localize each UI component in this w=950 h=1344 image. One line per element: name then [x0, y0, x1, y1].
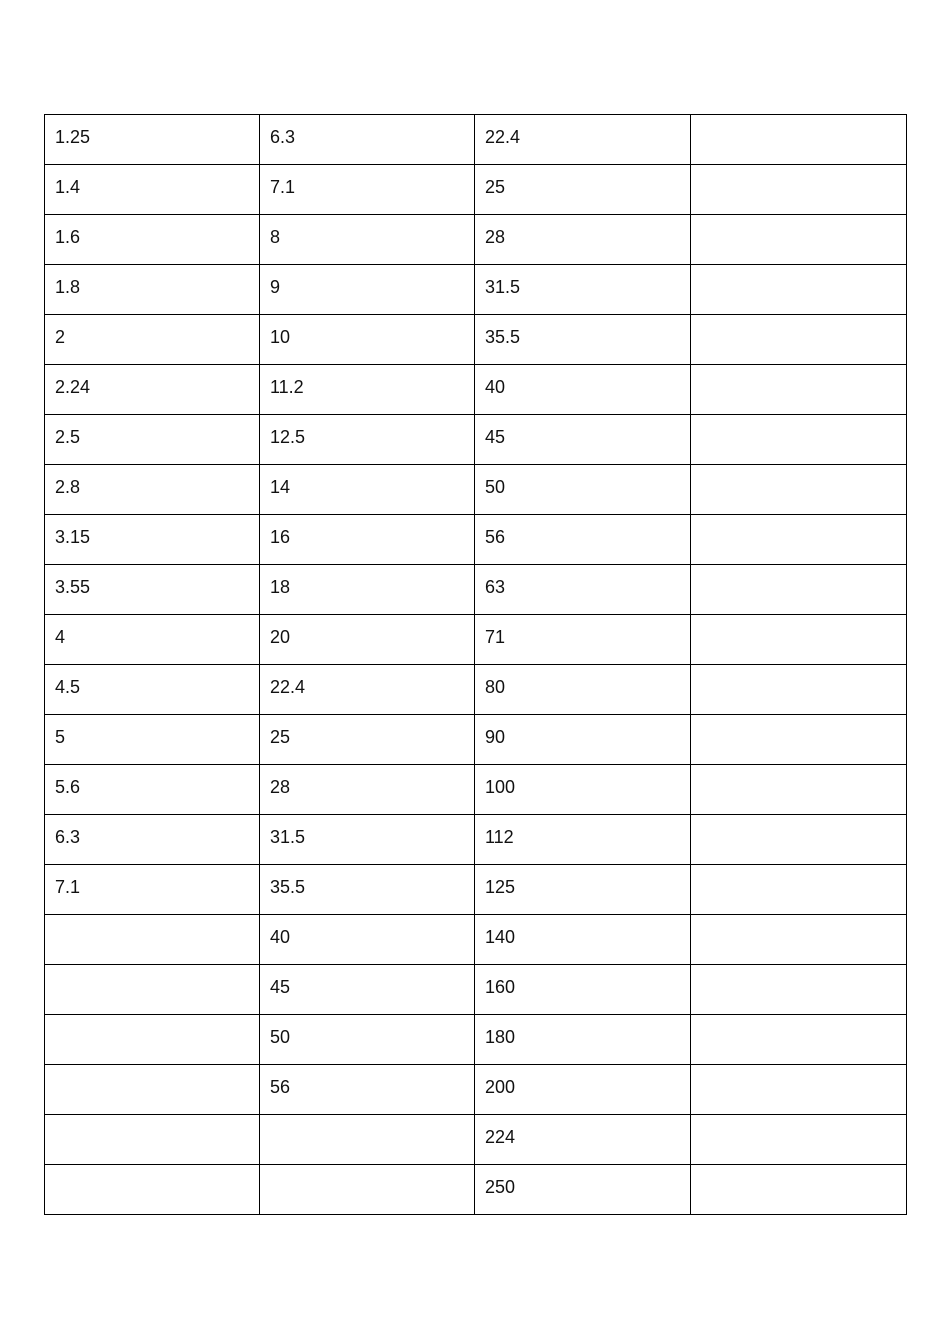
table-cell: 9: [260, 265, 475, 315]
table-row: [45, 315, 907, 365]
table-cell: 35.5: [475, 315, 691, 365]
table-cell: [260, 1165, 475, 1215]
table-cell: 112: [475, 815, 691, 865]
number-table: [44, 114, 907, 1215]
table-cell: [691, 115, 907, 165]
table-cell: 2.24: [45, 365, 260, 415]
table-cell: 40: [475, 365, 691, 415]
table-cell: [45, 1115, 260, 1165]
table-cell: 2.8: [45, 465, 260, 515]
table-cell: 50: [475, 465, 691, 515]
table-cell: [691, 815, 907, 865]
table-cell: [691, 215, 907, 265]
table-row: [45, 215, 907, 265]
table-row: [45, 1165, 907, 1215]
table-cell: 2: [45, 315, 260, 365]
table-cell: 140: [475, 915, 691, 965]
table-cell: 18: [260, 565, 475, 615]
table-cell: 56: [475, 515, 691, 565]
table-cell: 45: [475, 415, 691, 465]
table-cell: 50: [260, 1015, 475, 1065]
table-cell: [45, 915, 260, 965]
table-cell: [691, 665, 907, 715]
table-cell: 3.15: [45, 515, 260, 565]
table-cell: 250: [475, 1165, 691, 1215]
table-cell: 25: [475, 165, 691, 215]
table-cell: 1.6: [45, 215, 260, 265]
table-row: [45, 515, 907, 565]
table-cell: 180: [475, 1015, 691, 1065]
table-cell: 25: [260, 715, 475, 765]
table-row: [45, 865, 907, 915]
table-cell: 80: [475, 665, 691, 715]
table-cell: 12.5: [260, 415, 475, 465]
table-cell: [691, 965, 907, 1015]
table-cell: 5.6: [45, 765, 260, 815]
table-cell: 1.8: [45, 265, 260, 315]
table-row: [45, 1065, 907, 1115]
table-cell: [45, 1065, 260, 1115]
table-cell: 11.2: [260, 365, 475, 415]
table-body: [45, 115, 907, 1215]
table-cell: [691, 615, 907, 665]
table-cell: 200: [475, 1065, 691, 1115]
table-cell: [691, 265, 907, 315]
table-row: [45, 965, 907, 1015]
table-cell: [260, 1115, 475, 1165]
table-cell: 6.3: [45, 815, 260, 865]
table-cell: [691, 315, 907, 365]
table-cell: 90: [475, 715, 691, 765]
table-cell: [691, 165, 907, 215]
table-row: [45, 265, 907, 315]
table-cell: 160: [475, 965, 691, 1015]
table-cell: 7.1: [260, 165, 475, 215]
table-row: [45, 665, 907, 715]
table-cell: [45, 1015, 260, 1065]
table-cell: 2.5: [45, 415, 260, 465]
table-cell: [691, 915, 907, 965]
table-cell: [691, 1165, 907, 1215]
table-cell: 16: [260, 515, 475, 565]
table-cell: 6.3: [260, 115, 475, 165]
table-cell: 22.4: [260, 665, 475, 715]
table-cell: [691, 515, 907, 565]
table-cell: [691, 765, 907, 815]
table-cell: [691, 465, 907, 515]
table-cell: 4.5: [45, 665, 260, 715]
table-cell: 125: [475, 865, 691, 915]
table-cell: 31.5: [260, 815, 475, 865]
table-cell: 63: [475, 565, 691, 615]
table-cell: 31.5: [475, 265, 691, 315]
table-cell: [691, 715, 907, 765]
table-row: [45, 415, 907, 465]
table-cell: 1.4: [45, 165, 260, 215]
table-row: [45, 1015, 907, 1065]
table-cell: [691, 1015, 907, 1065]
table-cell: [691, 365, 907, 415]
table-cell: 100: [475, 765, 691, 815]
table-row: [45, 815, 907, 865]
table-cell: 56: [260, 1065, 475, 1115]
table-cell: 28: [475, 215, 691, 265]
table-cell: 5: [45, 715, 260, 765]
table-cell: [45, 965, 260, 1015]
table-cell: 224: [475, 1115, 691, 1165]
table-row: [45, 465, 907, 515]
table-cell: 1.25: [45, 115, 260, 165]
table-cell: [691, 1115, 907, 1165]
table-row: [45, 615, 907, 665]
table-row: [45, 365, 907, 415]
table-cell: 20: [260, 615, 475, 665]
table-row: [45, 765, 907, 815]
table-cell: [691, 1065, 907, 1115]
table-cell: [691, 565, 907, 615]
table-cell: 22.4: [475, 115, 691, 165]
table-cell: 8: [260, 215, 475, 265]
table-cell: [691, 415, 907, 465]
table-cell: 40: [260, 915, 475, 965]
table-row: [45, 165, 907, 215]
table-cell: 10: [260, 315, 475, 365]
table-row: [45, 1115, 907, 1165]
table-row: [45, 915, 907, 965]
table-cell: [691, 865, 907, 915]
table-cell: 45: [260, 965, 475, 1015]
table-cell: 3.55: [45, 565, 260, 615]
table-cell: 35.5: [260, 865, 475, 915]
table-row: [45, 115, 907, 165]
table-cell: 4: [45, 615, 260, 665]
table-row: [45, 565, 907, 615]
table-row: [45, 715, 907, 765]
table-cell: 14: [260, 465, 475, 515]
table-cell: 28: [260, 765, 475, 815]
table-cell: [45, 1165, 260, 1215]
table-cell: 71: [475, 615, 691, 665]
table-cell: 7.1: [45, 865, 260, 915]
